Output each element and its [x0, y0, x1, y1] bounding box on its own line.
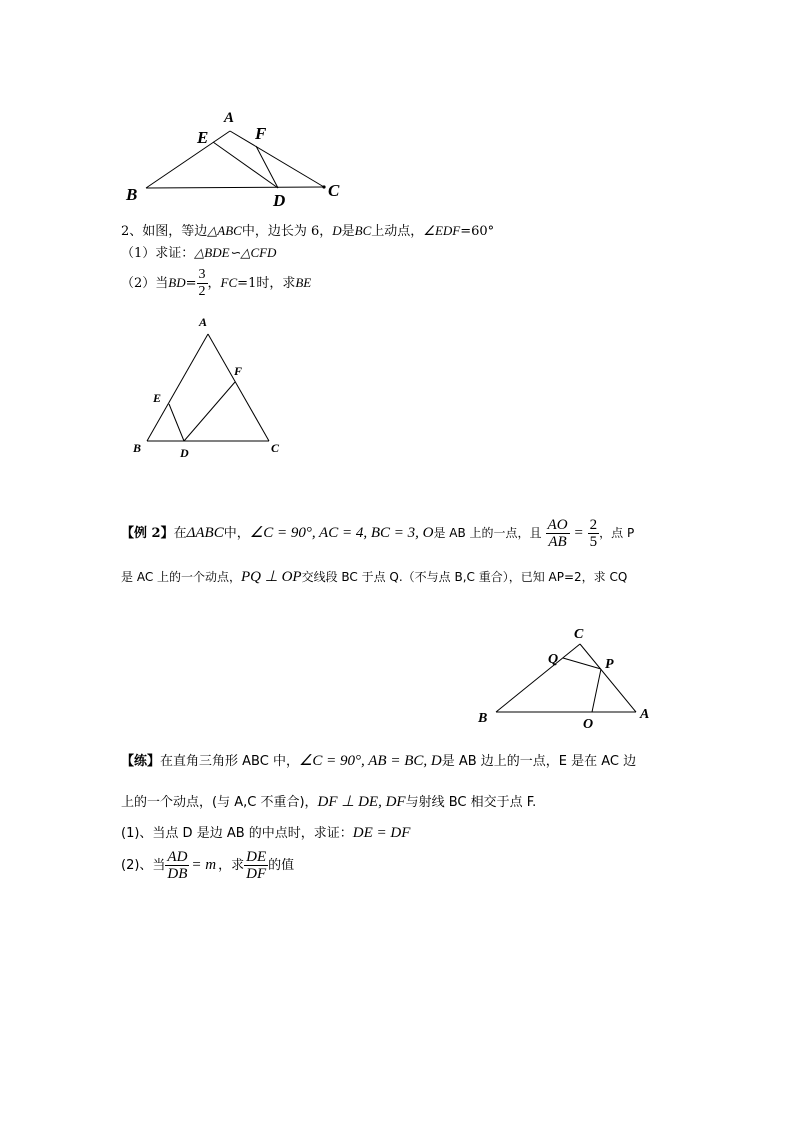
math-conditions: ∠C = 90°, AC = 4, BC = 3, O	[249, 525, 434, 541]
label-A: A	[224, 110, 235, 126]
label-Q: Q	[548, 652, 559, 667]
segment-QP	[563, 658, 601, 669]
label-C: C	[574, 627, 584, 642]
segment-ED	[213, 142, 278, 188]
text: 2、如图，等边	[121, 224, 208, 239]
label-P: P	[605, 657, 614, 672]
segment-CA	[580, 644, 636, 712]
label-C: C	[271, 441, 280, 455]
text: 的值	[268, 858, 295, 873]
label-D: D	[180, 446, 189, 460]
math-BD: BD	[168, 275, 186, 290]
text: (2)、当	[121, 858, 166, 873]
label-O: O	[583, 717, 594, 732]
segment-FD	[184, 382, 235, 441]
text: 中，边长为 6，	[241, 224, 333, 239]
segment-BA	[146, 131, 230, 188]
label-E: E	[197, 128, 209, 147]
segment-BC	[496, 644, 580, 712]
text: ，求	[218, 858, 245, 873]
math-D: D	[332, 223, 342, 238]
label-B: B	[133, 441, 142, 455]
practice-line-1	[121, 752, 636, 771]
fraction-AD-DB: $\frac{AD}{DB}$	[167, 849, 188, 882]
practice-part-1	[121, 824, 410, 843]
text: 与射线 BC 相交于点 F.	[405, 795, 537, 810]
figure-3-right-triangle	[470, 622, 670, 732]
segment-AC	[230, 131, 324, 187]
math-DE-DF: DE = DF	[352, 825, 411, 841]
label-E: E	[153, 391, 162, 405]
text: 是	[341, 224, 355, 239]
practice-part-2	[121, 845, 294, 886]
label-C: C	[328, 181, 340, 200]
math-BE: BE	[295, 275, 312, 290]
math-conditions: ∠C = 90°, AB = BC, D	[298, 753, 442, 769]
figure-1-triangle	[120, 104, 350, 214]
text: 在直角三角形 ABC 中，	[160, 754, 299, 769]
math-triangle: △ABC	[207, 223, 242, 238]
segment-ED	[169, 404, 184, 441]
example-tag: 【例 2】	[121, 526, 174, 541]
label-F: F	[234, 364, 243, 378]
text: 是 AB 上的一点，且	[433, 526, 542, 540]
segment-AC	[208, 334, 269, 441]
math-BC: BC	[354, 223, 372, 238]
problem-2-part-2	[121, 265, 311, 302]
math-similar: △BDE∽△CFD	[194, 245, 277, 260]
text: 是 AC 上的一个动点，	[121, 570, 242, 584]
text: 中，	[223, 526, 250, 541]
label-D: D	[273, 191, 286, 210]
text: 上动点，	[371, 224, 424, 239]
practice-tag: 【练】	[121, 754, 161, 769]
label-A: A	[199, 315, 208, 329]
text: (1)、当点 D 是边 AB 的中点时，求证：	[121, 826, 353, 841]
math-perpendicular: DF ⊥ DE, DF	[317, 794, 406, 810]
label-A: A	[640, 707, 650, 722]
figure-2-equilateral-triangle	[125, 312, 295, 462]
segment-BC	[146, 187, 324, 188]
label-B: B	[478, 711, 488, 726]
segment-FD	[256, 146, 278, 188]
text: 是 AB 边上的一点，E 是在 AC 边	[441, 754, 637, 769]
fraction-DE-DF: $\frac{DE}{DF}$	[246, 849, 267, 882]
text: 在	[173, 526, 187, 541]
text: ，	[207, 276, 221, 291]
text: 交线段 BC 于点 Q.（不与点 B,C 重合），已知 AP=2，求 CQ	[301, 570, 628, 584]
math-angle: ∠EDF	[423, 223, 461, 238]
text: =1时，求	[237, 276, 296, 291]
math-triangle: ΔABC	[186, 525, 224, 541]
math-perpendicular: PQ ⊥ OP	[241, 569, 302, 585]
math-eq-m: = m	[191, 857, 217, 873]
text: =	[185, 276, 197, 291]
practice-line-2	[121, 793, 536, 812]
label-B: B	[126, 185, 138, 204]
text: =60°	[460, 224, 495, 239]
math-FC: FC	[220, 275, 238, 290]
example-2-line-2	[121, 568, 627, 587]
fraction-2-5: $\frac{2}{5}$	[589, 517, 598, 550]
fraction-3-2: $\frac{3}{2}$	[198, 267, 206, 299]
text: =	[573, 525, 584, 541]
segment-PO	[592, 669, 601, 712]
label-F: F	[255, 124, 267, 143]
text: （1）求证：	[121, 246, 195, 261]
text: ，点 P	[599, 526, 635, 540]
problem-2-intro	[121, 222, 494, 241]
text: 上的一个动点，(与 A,C 不重合)，	[121, 795, 318, 810]
example-2-line-1	[121, 510, 634, 557]
text: （2）当	[121, 276, 169, 291]
fraction-AO-AB: $\frac{AO}{AB}$	[547, 517, 568, 550]
problem-2-part-1	[121, 244, 276, 263]
